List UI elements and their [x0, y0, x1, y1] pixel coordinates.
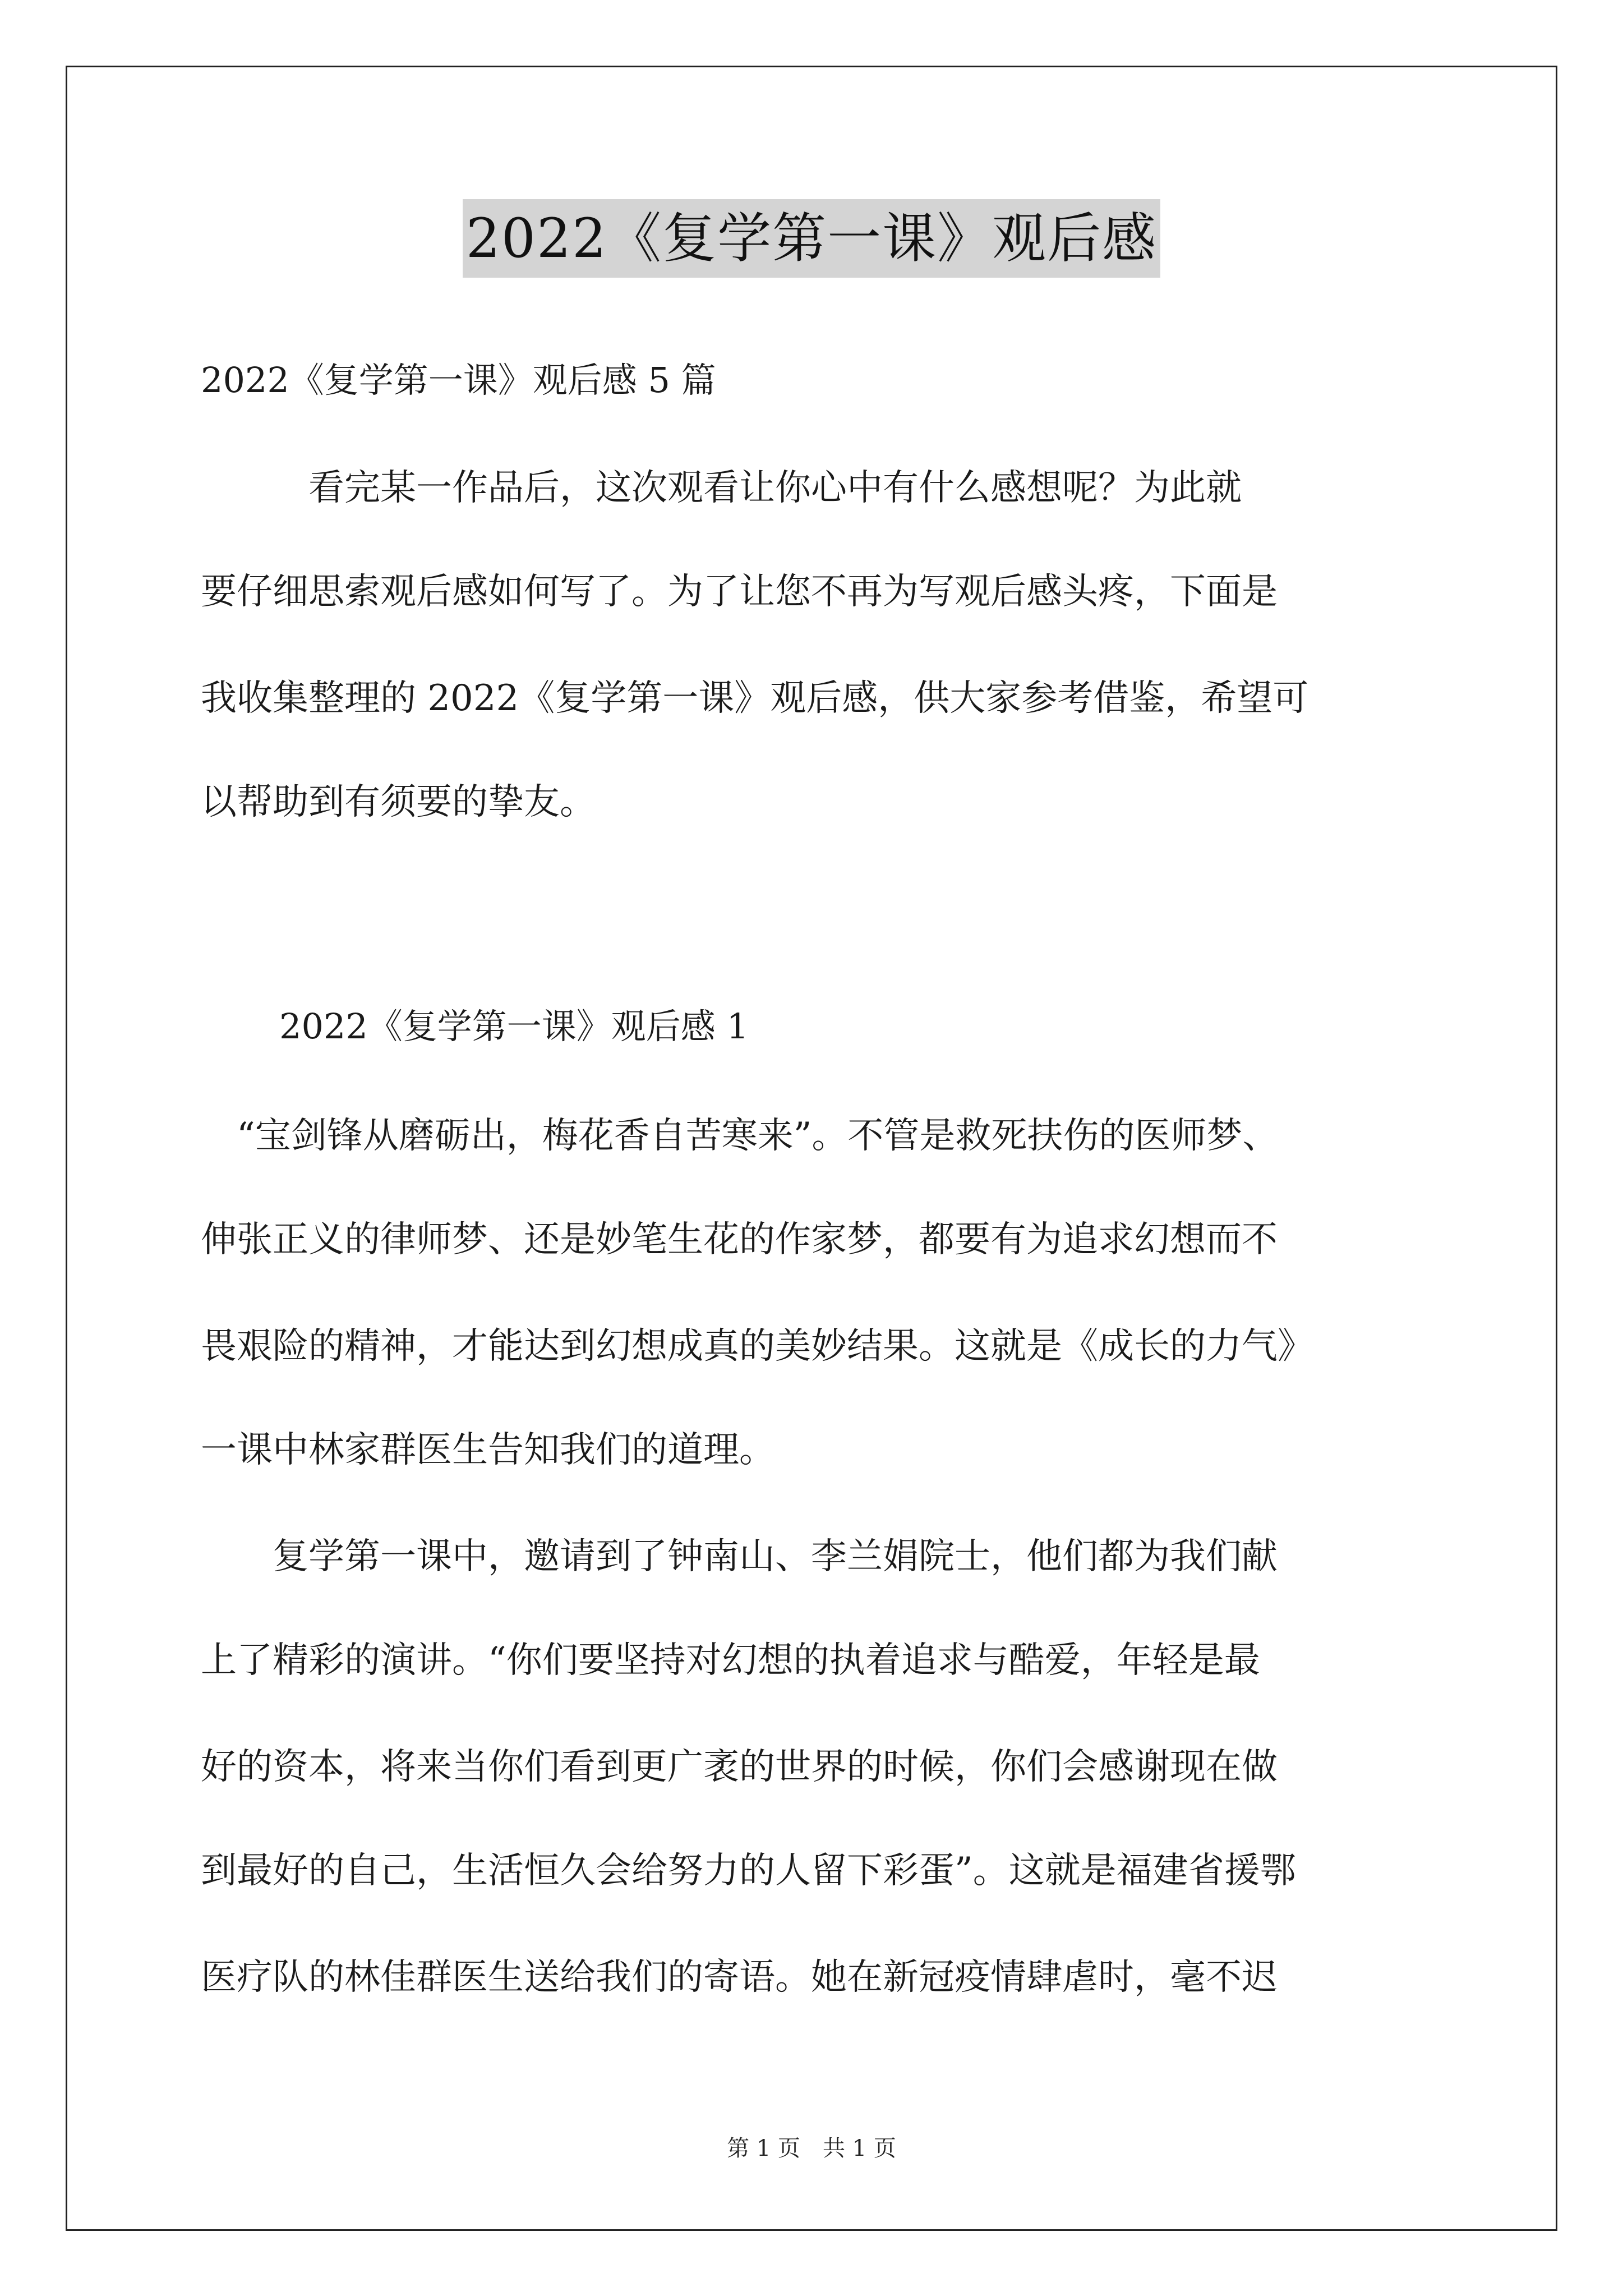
page-footer: 第 1 页 共 1 页: [727, 2136, 896, 2161]
document-subtitle: 2022《复学第一课》观后感 5 篇: [201, 360, 716, 401]
body-line: 复学第一课中，邀请到了钟南山、李兰娟院士，他们都为我们献: [201, 1536, 1278, 1577]
body-line: “宝剑锋从磨砺出，梅花香自苦寒来”。不管是救死扶伤的医师梦、: [201, 1115, 1279, 1157]
body-line: 伸张正义的律师梦、还是妙笔生花的作家梦，都要有为追求幻想而不: [201, 1219, 1278, 1260]
intro-line: 看完某一作品后，这次观看让你心中有什么感想呢？为此就: [201, 467, 1242, 509]
intro-line: 要仔细思索观后感如何写了。为了让您不再为写观后感头疼，下面是: [201, 571, 1278, 613]
body-line: 一课中林家群医生告知我们的道理。: [201, 1429, 775, 1471]
body-line: 畏艰险的精神，才能达到幻想成真的美妙结果。这就是《成长的力气》: [201, 1326, 1313, 1367]
intro-line: 我收集整理的 2022《复学第一课》观后感，供大家参考借鉴，希望可: [201, 678, 1309, 719]
title-wrap: [0, 199, 1623, 278]
body-line: 上了精彩的演讲。“你们要坚持对幻想的执着追求与酷爱，年轻是最: [201, 1640, 1260, 1681]
body-line: 到最好的自己，生活恒久会给努力的人留下彩蛋”。这就是福建省援鄂: [201, 1850, 1296, 1892]
section-title: 2022《复学第一课》观后感 1: [279, 1006, 749, 1047]
intro-line: 以帮助到有须要的挚友。: [201, 781, 596, 823]
body-line: 好的资本，将来当你们看到更广袤的世界的时候，你们会感谢现在做: [201, 1746, 1278, 1788]
document-title: 2022《复学第一课》观后感: [463, 199, 1160, 278]
body-line: 医疗队的林佳群医生送给我们的寄语。她在新冠疫情肆虐时，毫不迟: [201, 1957, 1278, 1998]
